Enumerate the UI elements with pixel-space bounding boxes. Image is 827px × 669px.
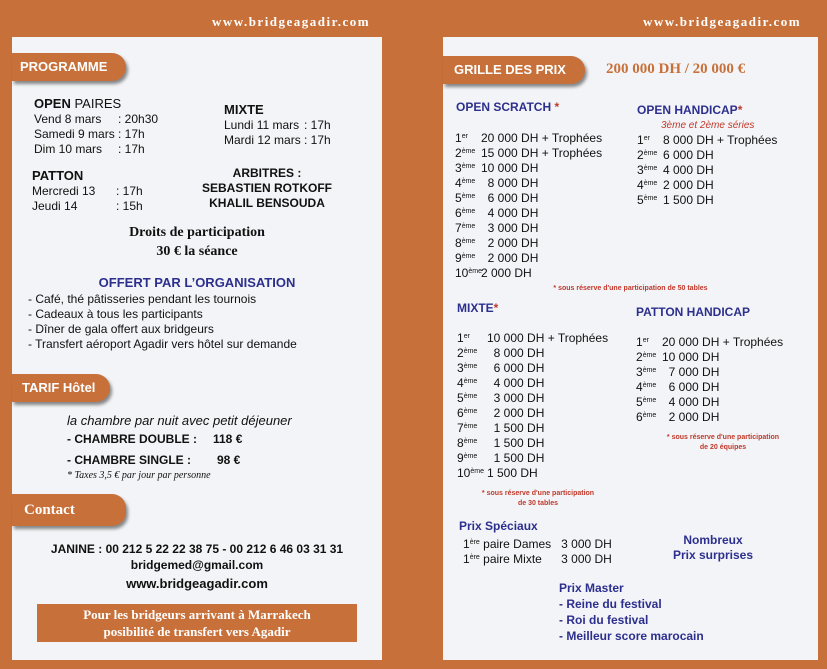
list-item: 1ère paire Dames 3 000 DH xyxy=(463,537,612,551)
arbitre-name: SEBASTIEN ROTKOFF xyxy=(201,181,332,195)
list-item: 6ème 2 000 DH xyxy=(457,406,545,420)
list-item: 3ème 7 000 DH xyxy=(636,365,720,379)
patton-schedule: Mercredi 13 : 17h Jeudi 14 : 15h xyxy=(32,184,143,213)
list-item: 4ème 4 000 DH xyxy=(457,376,545,390)
list-item: - Transfert aéroport Agadir vers hôtel sur demande xyxy=(28,337,297,351)
arbitres-heading: ARBITRES : xyxy=(232,166,302,180)
list-item: 1ère paire Mixte 3 000 DH xyxy=(463,552,612,566)
prix-speciaux-list xyxy=(463,537,612,567)
patton-handicap-note: * sous réserve d'une participation de 20 équipes xyxy=(666,434,780,451)
list-item: 7ème 1 500 DH xyxy=(457,421,545,435)
droits-participation: Droits de participation 30 € la séance xyxy=(129,225,265,259)
list-item: 4ème 6 000 DH xyxy=(636,380,720,394)
prix-master-title: Prix Master xyxy=(559,581,624,595)
list-item: 10ème 1 500 DH xyxy=(457,466,538,480)
list-item: 2ème 15 000 DH + Trophées xyxy=(455,146,603,160)
open-handicap-subtitle: 3ème et 2ème séries xyxy=(661,120,755,131)
mixte-heading: MIXTE xyxy=(224,102,264,117)
contact-website[interactable]: www.bridgeagadir.com xyxy=(126,576,268,591)
patton-handicap-title: PATTON HANDICAP xyxy=(636,305,750,319)
grille-total: 200 000 DH / 20 000 € xyxy=(606,61,746,77)
programme-tag: PROGRAMME xyxy=(12,53,126,81)
transfer-banner: Pour les bridgeurs arrivant à Marrakech posibilité de transfert vers Agadir xyxy=(37,604,357,642)
list-item: 2ème 8 000 DH xyxy=(457,346,545,360)
list-item: 8ème 1 500 DH xyxy=(457,436,545,450)
list-item: 1er 20 000 DH + Trophées xyxy=(455,131,603,145)
list-item: 1er 20 000 DH + Trophées xyxy=(636,335,784,349)
list-item: 4ème 2 000 DH xyxy=(637,178,714,192)
room-double: - CHAMBRE DOUBLE : 118 € xyxy=(67,432,243,446)
website-header-left: www.bridgeagadir.com xyxy=(212,14,371,29)
open-scratch-prizes xyxy=(455,131,602,281)
mixte-note: * sous réserve d'une participation de 30 tables xyxy=(481,490,595,507)
list-item: 7ème 3 000 DH xyxy=(455,221,539,235)
list-item: 3ème 6 000 DH xyxy=(457,361,545,375)
list-item: 3ème 4 000 DH xyxy=(637,163,714,177)
prix-master-block xyxy=(559,580,704,644)
mixte-prizes xyxy=(457,331,608,481)
offert-title: OFFERT PAR L’ORGANISATION xyxy=(98,275,296,290)
list-item: - Cadeaux à tous les participants xyxy=(28,307,203,321)
list-item: 5ème 3 000 DH xyxy=(457,391,545,405)
list-item: 2ème 10 000 DH xyxy=(636,350,720,364)
list-item: 2ème 6 000 DH xyxy=(637,148,714,162)
patton-handicap-prizes xyxy=(636,335,783,425)
list-item: 1er 8 000 DH + Trophées xyxy=(637,133,778,147)
left-panel xyxy=(12,37,382,660)
mixte-schedule: Lundi 11 mars : 17h Mardi 12 mars : 17h xyxy=(224,118,331,147)
list-item: - Reine du festival xyxy=(559,597,662,611)
tarif-subtitle: la chambre par nuit avec petit déjeuner xyxy=(67,413,292,428)
list-item: 5ème 4 000 DH xyxy=(636,395,720,409)
open-scratch-title: OPEN SCRATCH * xyxy=(456,100,560,114)
list-item: - Meilleur score marocain xyxy=(559,629,704,643)
list-item: - Dîner de gala offert aux bridgeurs xyxy=(28,322,214,336)
mixte-prize-title: MIXTE* xyxy=(457,301,499,315)
tarif-tag: TARIF Hôtel xyxy=(12,374,110,402)
open-heading: OPEN PAIRES xyxy=(34,96,122,111)
right-panel xyxy=(443,37,818,660)
taxes-note: * Taxes 3,5 € par jour par personne xyxy=(67,470,211,481)
contact-tag: Contact xyxy=(12,494,126,526)
list-item: 1er 10 000 DH + Trophées xyxy=(457,331,609,345)
website-header-right: www.bridgeagadir.com xyxy=(643,14,802,29)
room-single: - CHAMBRE SINGLE : 98 € xyxy=(67,453,241,467)
contact-phone: JANINE : 00 212 5 22 22 38 75 - 00 212 6 46 03 31 31 xyxy=(50,542,344,556)
open-handicap-prizes xyxy=(637,133,777,208)
list-item: 6ème 2 000 DH xyxy=(636,410,720,424)
list-item: 3ème 10 000 DH xyxy=(455,161,539,175)
list-item: 9ème 2 000 DH xyxy=(455,251,539,265)
patton-heading: PATTON xyxy=(32,168,84,183)
open-schedule: Vend 8 mars : 20h30 Samedi 9 mars : 17h Dim 10 mars : 17h xyxy=(34,112,159,156)
offert-list xyxy=(28,292,297,352)
grille-tag: GRILLE DES PRIX xyxy=(443,56,585,84)
list-item: - Café, thé pâtisseries pendant les tournois xyxy=(28,292,257,306)
list-item: 6ème 4 000 DH xyxy=(455,206,539,220)
list-item: 4ème 8 000 DH xyxy=(455,176,539,190)
list-item: 8ème 2 000 DH xyxy=(455,236,539,250)
arbitre-name: KHALIL BENSOUDA xyxy=(209,196,325,210)
list-item: 5ème 6 000 DH xyxy=(455,191,539,205)
list-item: 10ème2 000 DH xyxy=(455,266,532,280)
contact-email[interactable]: bridgemed@gmail.com xyxy=(130,558,264,572)
arbitres-block xyxy=(182,166,352,211)
list-item: 5ème 1 500 DH xyxy=(637,193,714,207)
surprises-block: Nombreux Prix surprises xyxy=(672,533,754,562)
prix-speciaux-title: Prix Spéciaux xyxy=(459,519,538,533)
list-item: - Roi du festival xyxy=(559,613,649,627)
open-scratch-note: * sous réserve d'une participation de 50 tables xyxy=(553,285,708,292)
list-item: 9ème 1 500 DH xyxy=(457,451,545,465)
open-handicap-title: OPEN HANDICAP* xyxy=(637,103,743,117)
